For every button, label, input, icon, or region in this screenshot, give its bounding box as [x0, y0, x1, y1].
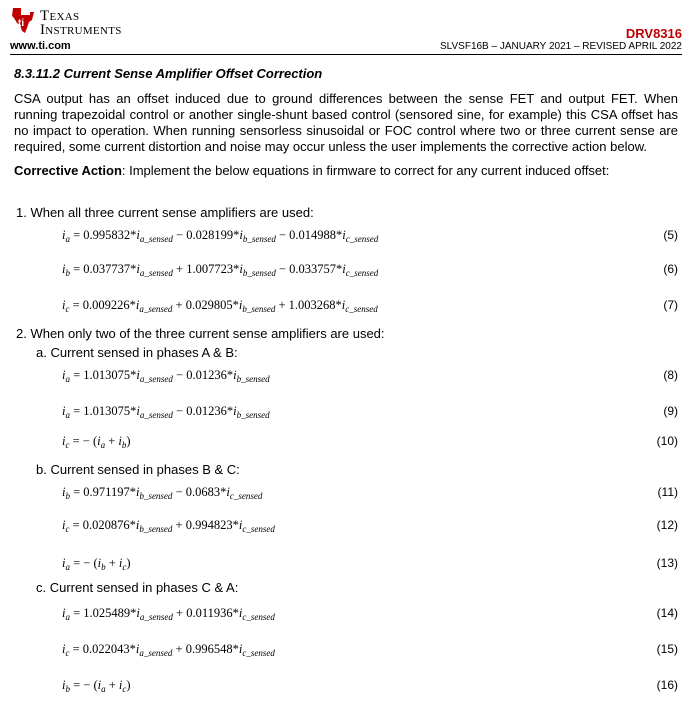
- logo-wordmark: [40, 9, 122, 37]
- corrective-action: [14, 163, 678, 179]
- part-number[interactable]: DRV8316: [625, 26, 682, 41]
- equation-number: (10): [656, 434, 678, 448]
- sub-item-a: a. Current sensed in phases A & B:: [36, 345, 238, 360]
- equation: $i_a = 0.995832*i_{a\_sensed} - 0.028199*i_{b\_sensed} - 0.014988*i_{c\_sensed}$: [62, 228, 379, 244]
- page-header: [0, 0, 692, 56]
- equation-row: [14, 404, 678, 422]
- header-divider: [10, 54, 682, 55]
- equation-row: [14, 298, 678, 316]
- equation-row: [14, 434, 678, 452]
- equation: $i_b$ = − $(i_a + i_c)$: [62, 678, 131, 694]
- page-content: [14, 66, 678, 179]
- equation-number: (9): [663, 404, 678, 418]
- equation: $i_b = 0.971197*i_{b\_sensed} - 0.0683*i_{c\_sensed}$: [62, 485, 263, 501]
- section-paragraph: CSA output has an offset induced due to ground differences between the sense FET and output FET. When running trapezoidal control or another single-shunt based control (sensored sine, for example) this CSA offset has no impact to operation. When running sensorless sinusoidal or FOC control where two or three current sense are required, some current distortion and noise may occur unless the user implements the corrective action below.: [14, 91, 678, 154]
- sub-item-c: c. Current sensed in phases C & A:: [36, 580, 239, 595]
- svg-text:ti: ti: [18, 18, 25, 29]
- corrective-text: : Implement the below equations in firmware to correct for any current induced offset:: [121, 163, 610, 178]
- logo-line2: Instruments: [40, 22, 122, 38]
- logo-line1: Texas: [40, 8, 80, 24]
- equation-number: (15): [656, 642, 678, 656]
- corrective-label: Corrective Action: [14, 163, 122, 178]
- equation-row: [14, 262, 678, 280]
- document-id: SLVSF16B – JANUARY 2021 – REVISED APRIL 2022: [440, 41, 682, 52]
- ti-state-icon: [10, 6, 36, 36]
- equation: $i_a = 1.013075*i_{a\_sensed} - 0.01236*i_{b\_sensed}$: [62, 404, 270, 420]
- equation-row: [14, 606, 678, 624]
- equation-number: (16): [656, 678, 678, 692]
- equation-number: (11): [657, 485, 678, 499]
- website-link[interactable]: www.ti.com: [10, 40, 71, 52]
- equation: $i_c$ = − $(i_a + i_b)$: [62, 434, 131, 450]
- equation-number: (13): [656, 556, 678, 570]
- ti-logo: [10, 6, 144, 42]
- list-item-2: 2. When only two of the three current sense amplifiers are used:: [16, 326, 385, 341]
- equation: $i_c = 0.020876*i_{b\_sensed} + 0.994823*i_{c\_sensed}$: [62, 518, 275, 534]
- equation-row: [14, 228, 678, 246]
- section-title: 8.3.11.2 Current Sense Amplifier Offset Correction: [14, 66, 323, 81]
- equation: $i_c = 0.022043*i_{a\_sensed} + 0.996548*i_{c\_sensed}$: [62, 642, 275, 658]
- equation-row: [14, 368, 678, 386]
- equation-row: [14, 556, 678, 574]
- list-item-1: 1. When all three current sense amplifiers are used:: [16, 205, 314, 220]
- equation: $i_a$ = − $(i_b + i_c)$: [62, 556, 131, 572]
- equation-number: (7): [663, 298, 678, 312]
- sub-item-b: b. Current sensed in phases B & C:: [36, 462, 240, 477]
- equation-number: (14): [656, 606, 678, 620]
- equation-number: (5): [663, 228, 678, 242]
- equation-row: [14, 518, 678, 536]
- equation-number: (8): [663, 368, 678, 382]
- equation-row: [14, 485, 678, 503]
- equation: $i_a = 1.013075*i_{a\_sensed} - 0.01236*i_{b\_sensed}$: [62, 368, 270, 384]
- equation-number: (12): [656, 518, 678, 532]
- equation-row: [14, 678, 678, 696]
- equation: $i_b = 0.037737*i_{a\_sensed} + 1.007723*i_{b\_sensed} - 0.033757*i_{c\_sensed}$: [62, 262, 379, 278]
- equation: $i_a = 1.025489*i_{a\_sensed} + 0.011936*i_{c\_sensed}$: [62, 606, 275, 622]
- equation-number: (6): [663, 262, 678, 276]
- equation: $i_c = 0.009226*i_{a\_sensed} + 0.029805*i_{b\_sensed} + 1.003268*i_{c\_sensed}$: [62, 298, 378, 314]
- equation-row: [14, 642, 678, 660]
